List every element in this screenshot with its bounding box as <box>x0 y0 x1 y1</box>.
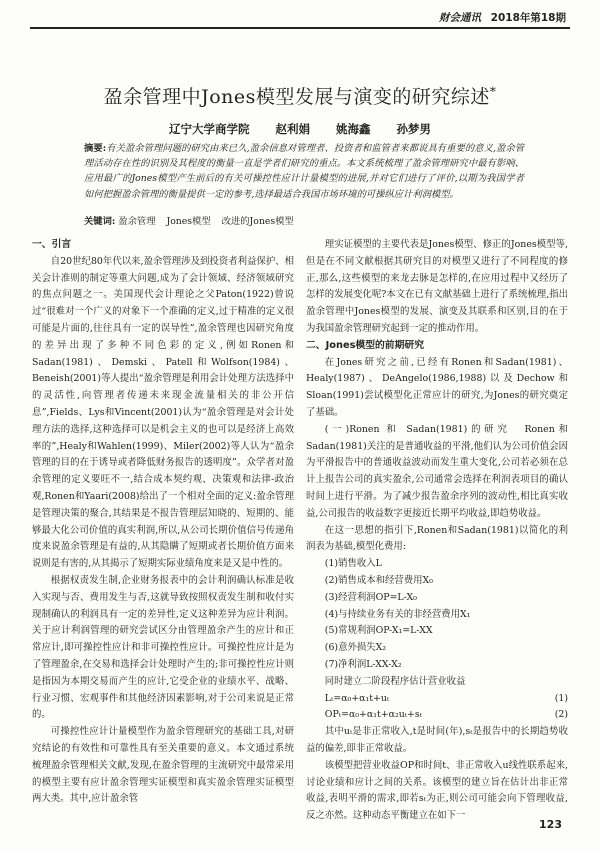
list-item: (7)净利润L-XX-X₂ <box>324 658 402 670</box>
section-heading-intro: 一、引言 <box>32 239 72 250</box>
subsection-heading: (一)Ronen 和 Sadan(1981)的研究 <box>324 423 511 435</box>
keyword: 盈余管理 <box>118 216 156 227</box>
paragraph <box>306 422 568 523</box>
author-2: 姚海鑫 <box>336 122 371 136</box>
paragraph: 其中uₜ是非正常收入,t是时间(年),sₜ是报告中的长期趋势收益的偏差,即非正常收益。 <box>306 726 568 754</box>
abstract <box>84 141 524 202</box>
left-column <box>32 237 294 808</box>
paragraph: 理实证模型的主要代表是Jones模型、修正的Jones模型等,但是在不同文献根据其研究目的对模型又进行了不同程度的修正,那么,这些模型的来龙去脉是怎样的,在应用过程中又经历了怎样的发展变化呢?本文在已有文献基础上进行了系统梳理,指出盈余管理中Jones模型的发展、演变及其联系和区别,目的在于为我国盈余管理研究起到一定的推动作用。 <box>306 239 568 334</box>
keyword: Jones模型 <box>166 216 211 227</box>
keyword: 改进的Jones模型 <box>221 216 294 227</box>
paragraph: 自20世纪80年代以来,盈余管理涉及到投资者利益保护、相关会计准则的制定等重大问题,成为了会计领域、经济领域研究的焦点问题之一。美国现代会计理论之父Paton(1922)曾说过“很难对一个广义的对象下一个准确的定义,过于精准的定义很可能是片面的,往往具有一定的误导性”,盈余管理也因研究角度的差异出现了多种不同色彩的定义,例如Ronen和Sadan(1981)、Demski、Patell和Wolfson(1984)、Beneish(2001)等人提出“盈余管理是利用会计处理方法选择中的灵活性,向管理者传递未来现金流量相关的非公开信息”,Fields、Lys和Vincent(2001)认为“盈余管理是对会计处理方法的选择,这种选择可以是机会主义的也可以是经济上高效率的”,Healy和Wahlen(1999)、Miler(2002)等人认为“盈余管理的目的在于诱导或者降低财务报告的透明度”。众学者对盈余管理的定义要旺不一,结合成本契约观、决策观和法律-政治观,Ronen和Yaari(2008)给出了一个相对全面的定义:盈余管理是管理决策的聚合,其结果是不报告管理层知晓的、短期的、能够最大化公司价值的真实利润,所以,从公司长期价值信号传递角度来说盈余管理是有益的,从其隐瞒了短期或者长期价值方面来说则是有害的,从其揭示了短期实际业绩角度来是又是中性的。 <box>32 255 294 570</box>
header-rule <box>30 27 570 29</box>
equation-number: (1) <box>554 692 568 704</box>
list-item: (3)经营利润OP=L-X₀ <box>324 591 417 603</box>
journal-info <box>439 10 566 25</box>
journal-name: 财会通讯 <box>439 12 481 24</box>
author-3: 孙梦男 <box>396 122 432 136</box>
paragraph: 同时建立二阶段程序估计营业收益 <box>324 675 466 687</box>
article-title <box>0 82 600 109</box>
equation-1 <box>306 691 568 708</box>
equation-expression: OPₜ=α₀+α₁t+α₂uₜ+sₜ <box>324 709 423 721</box>
list-item: (1)销售收入L <box>324 558 382 570</box>
paragraph: 该模型把营业收益OP和时间t、非正常收入u线性联系起来,讨论业绩和应计之间的关系。该模型的建立旨在估计出非正常收益,表明平滑的需求,即若sₜ为正,则公司可能会向下管理收益,反之亦然。这种动态平衡建立在如下一 <box>306 759 568 822</box>
paragraph-text: Ronen和Sadan(1981)关注的是普通收益的平滑,他们认为公司价值会因为平滑报告中的普通收益波动而发生重大变化,公司若必须在总计上报告公司的真实盈余,公司通常会选择在利润表项目的确认时间上进行平滑。为了减少报告盈余序列的波动性,相比真实收益,公司报告的收益数字更接近长期平均收益,即趋势收益。 <box>306 423 568 519</box>
paragraph: 在这一思想的指引下,Ronen和Sadan(1981)以简化的利润表为基础,模型化费用: <box>306 524 568 553</box>
title-footnote-mark: * <box>489 84 497 99</box>
affiliation: 辽宁大学商学院 <box>168 122 250 136</box>
title-text: 盈余管理中Jones模型发展与演变的研究综述 <box>103 86 490 108</box>
list-item: (2)销售成本和经营费用X₀ <box>324 574 433 586</box>
paragraph: 可操控性应计计量模型作为盈余管理研究的基础工具,对研究结论的有效性和可靠性具有至关重要的意义。本文通过系统梳理盈余管理相关文献,发现,在盈余管理的主流研究中最常采用的模型主要有应计盈余管理实证模型和真实盈余管理实证模型两大类。其中,应计盈余管 <box>32 726 294 805</box>
equation-2 <box>306 707 568 724</box>
list-item: (4)与持续业务有关的非经营费用X₁ <box>324 608 471 620</box>
byline <box>0 121 600 137</box>
right-column <box>306 237 568 825</box>
paragraph: 根据权责发生制,企业财务报表中的会计利润确认标准是收入实现与否、费用发生与否,这就导致按照权责发生制和收付实现制确认的利润具有一定的差异性,定义这种差异为应计利润。关于应计利润管理的研究尝试区分由管理盈余产生的应计和正常应计,即可操控性应计和非可操控性应计。可操控性应计是为了管理盈余,在交易和选择会计处理时产生的;非可操控性应计则是指因为本期交易而产生的应计,它受企业的业绩水平、战略、行业习惯、宏观事件和其他经济因素影响,对于公司来说是正常的。 <box>32 574 294 721</box>
journal-issue: 2018年第18期 <box>490 12 566 24</box>
abstract-text: 有关盈余管理问题的研究由来已久,盈余信息对管理者、投资者和监管者来都说具有重要的意义,盈余管理活动存在性的识别及其程度的衡量一直是学者们研究的重点。本文系统梳理了盈余管理研究中最有影响、应用最广的Jones模型产生前后的有关可操控性应计计量模型的进展,并对它们进行了评价,以期为我国学者如何把握盈余管理的衡量提供一定的参考,选择最适合我国市场环境的可操纵应计利润模型。 <box>84 143 524 200</box>
equation-number: (2) <box>554 709 568 721</box>
paragraph: 在Jones研究之前,已经有Ronen和Sadan(1981)、Healy(1987)、DeAngelo(1986,1988)以及Dechow和Sloan(1991)尝试模型化正常应计的研究,为Jones的研究奠定了基础。 <box>306 356 568 418</box>
equation-expression: Lₜ=α₀+α₁t+uₜ <box>324 692 390 704</box>
list-item: (6)意外损失X₂ <box>324 642 387 654</box>
author-1: 赵利娟 <box>275 122 310 136</box>
running-header <box>0 0 600 40</box>
keywords-label: 关键词: <box>84 216 116 227</box>
section-heading-jones-early: 二、Jones模型的前期研究 <box>306 339 424 351</box>
list-item: (5)常规利润OP-X₁=L-XX <box>324 625 433 637</box>
keywords <box>84 215 524 229</box>
page-number: 123 <box>539 818 562 831</box>
abstract-label: 摘要: <box>84 143 107 154</box>
